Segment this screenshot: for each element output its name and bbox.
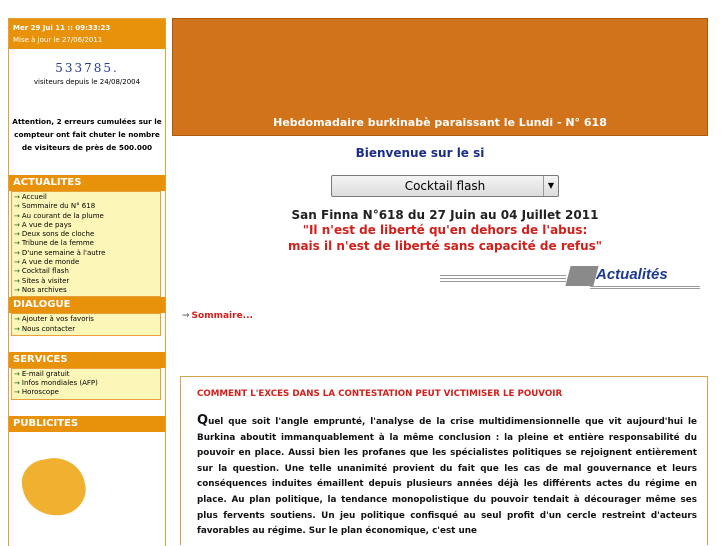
menu-actualites	[11, 191, 161, 297]
menu-item-label: Horoscope	[21, 388, 59, 397]
motto-line-1: "Il n'est de liberté qu'en dehors de l'abus:	[302, 223, 588, 237]
ad-area[interactable]	[9, 432, 165, 522]
article-body	[197, 413, 697, 540]
menu-item-label: Infos mondiales (AFP)	[21, 379, 98, 388]
newspaper-icon	[565, 266, 598, 286]
motto-line-2: mais il n'est de liberté sans capacité de refus"	[287, 239, 603, 253]
counter-since: visiteurs depuis le 24/08/2004	[33, 78, 141, 86]
update-date: Mise à jour le 27/06/2011	[13, 36, 103, 44]
arrow-right-icon: →	[14, 267, 20, 276]
menu-item[interactable]	[14, 370, 160, 379]
sommaire-link[interactable]	[182, 311, 708, 321]
menu-item[interactable]	[14, 202, 160, 211]
arrow-right-icon: →	[14, 220, 20, 229]
menu-item[interactable]	[14, 212, 160, 221]
arrow-right-icon: →	[14, 315, 20, 324]
menu-item[interactable]	[14, 221, 160, 230]
sommaire-label: Sommaire...	[191, 311, 253, 321]
section-services-title: SERVICES	[9, 352, 165, 368]
menu-item-label: Deux sons de cloche	[21, 230, 95, 239]
arrow-right-icon: →	[14, 193, 20, 201]
arrow-right-icon: →	[14, 239, 20, 248]
arrow-right-icon: →	[14, 230, 20, 239]
article	[180, 376, 708, 545]
menu-item[interactable]	[14, 277, 160, 286]
section-publicites-title: PUBLICITES	[9, 416, 165, 432]
menu-item[interactable]	[14, 249, 160, 258]
article-title: COMMENT L'EXCES DANS LA CONTESTATION PEUT VICTIMISER LE POUVOIR	[197, 389, 563, 399]
menu-item[interactable]	[14, 258, 160, 267]
counter-number: 533785.	[55, 61, 119, 75]
arrow-right-icon: →	[14, 285, 20, 294]
menu-item-label: Accueil	[21, 193, 47, 201]
left-sidebar	[8, 18, 166, 546]
arrow-right-icon: →	[14, 202, 20, 211]
menu-dialogue	[11, 313, 161, 336]
menu-item-label: D'une semaine à l'autre	[21, 248, 106, 257]
menu-item-label: Sommaire du N° 618	[21, 202, 96, 211]
counter-warning: Attention, 2 erreurs cumulées sur le compteur ont fait chuter le nombre de visiteurs de près de 500.000	[12, 117, 162, 152]
menu-item-label: Nous contacter	[21, 324, 76, 333]
arrow-right-icon: →	[14, 388, 20, 397]
main-content	[172, 18, 708, 545]
chevron-down-icon[interactable]: ▼	[543, 176, 558, 196]
section-dialogue-title: DIALOGUE	[9, 297, 165, 313]
site-banner	[172, 18, 708, 136]
menu-item-label: A vue de monde	[21, 258, 80, 267]
actualites-logo-text: Actualités	[596, 266, 668, 283]
menu-item[interactable]	[14, 230, 160, 239]
menu-item-label: Nos archives	[21, 285, 67, 294]
menu-item[interactable]	[14, 267, 160, 276]
arrow-right-icon: →	[14, 324, 20, 333]
menu-item-label: Sites à visiter	[21, 276, 70, 285]
menu-item-label: Ajouter à vos favoris	[21, 315, 94, 324]
arrow-right-icon: →	[14, 211, 20, 220]
menu-item[interactable]	[14, 239, 160, 248]
section-select-value: Cocktail flash	[404, 179, 486, 193]
menu-item-label: Tribune de la femme	[21, 239, 94, 248]
current-date: Mer 29 Jui 11 :: 09:33:23	[13, 24, 111, 32]
arrow-right-icon: →	[14, 369, 20, 378]
menu-item-label: Cocktail flash	[21, 267, 69, 276]
issue-title: San Finna N°618 du 27 Juin au 04 Juillet 2011	[291, 208, 599, 222]
menu-services	[11, 368, 161, 400]
menu-item[interactable]	[14, 325, 160, 334]
menu-item[interactable]	[14, 388, 160, 397]
arrow-right-icon: →	[14, 248, 20, 257]
section-actualites-title: ACTUALITES	[9, 175, 165, 191]
arrow-right-icon: →	[14, 258, 20, 267]
article-dropcap: Q	[197, 413, 209, 428]
arrow-right-icon: →	[14, 379, 20, 388]
africa-map-logo-icon[interactable]	[18, 452, 91, 522]
article-text: uel que soit l'angle emprunté, l'analyse de la crise multidimensionnelle que vit aujourd'hui le Burkina aboutit immanquablement à la même conclusion : la pleine et entière responsabilité du pouvoir en place. Aussi bien les profanes que les spécialistes politiques se rejoignent entièrement sur la question. Une telle unanimité provient du fait que les cas de mal gouvernance et leurs conséquences induites émaillent depuis plusieurs années déjà les différents actes du régime en place. Au plan politique, la tendance monopolistique du pouvoir tendait à décourager même ses plus fervents soutiens. Un jeu politique confisqué au seul profit d'un cercle restreint d'acteurs favorables au régime. Sur le plan économique, c'est une	[197, 417, 697, 537]
date-box	[9, 19, 165, 49]
menu-item[interactable]	[14, 315, 160, 324]
menu-item-label: E-mail gratuit	[21, 369, 70, 378]
menu-item[interactable]	[14, 286, 160, 295]
section-select[interactable]	[331, 175, 559, 197]
arrow-right-icon: →	[182, 311, 190, 321]
menu-item-label: Au courant de la plume	[21, 211, 104, 220]
visitor-counter	[9, 49, 165, 111]
banner-text: Hebdomadaire burkinabè paraissant le Lundi - N° 618	[273, 116, 607, 129]
menu-item[interactable]	[14, 379, 160, 388]
arrow-right-icon: →	[14, 276, 20, 285]
menu-item-label: A vue de pays	[21, 220, 72, 229]
welcome-marquee: Bienvenue sur le si	[355, 146, 485, 160]
menu-item[interactable]	[14, 193, 160, 202]
actualites-logo	[172, 266, 708, 296]
